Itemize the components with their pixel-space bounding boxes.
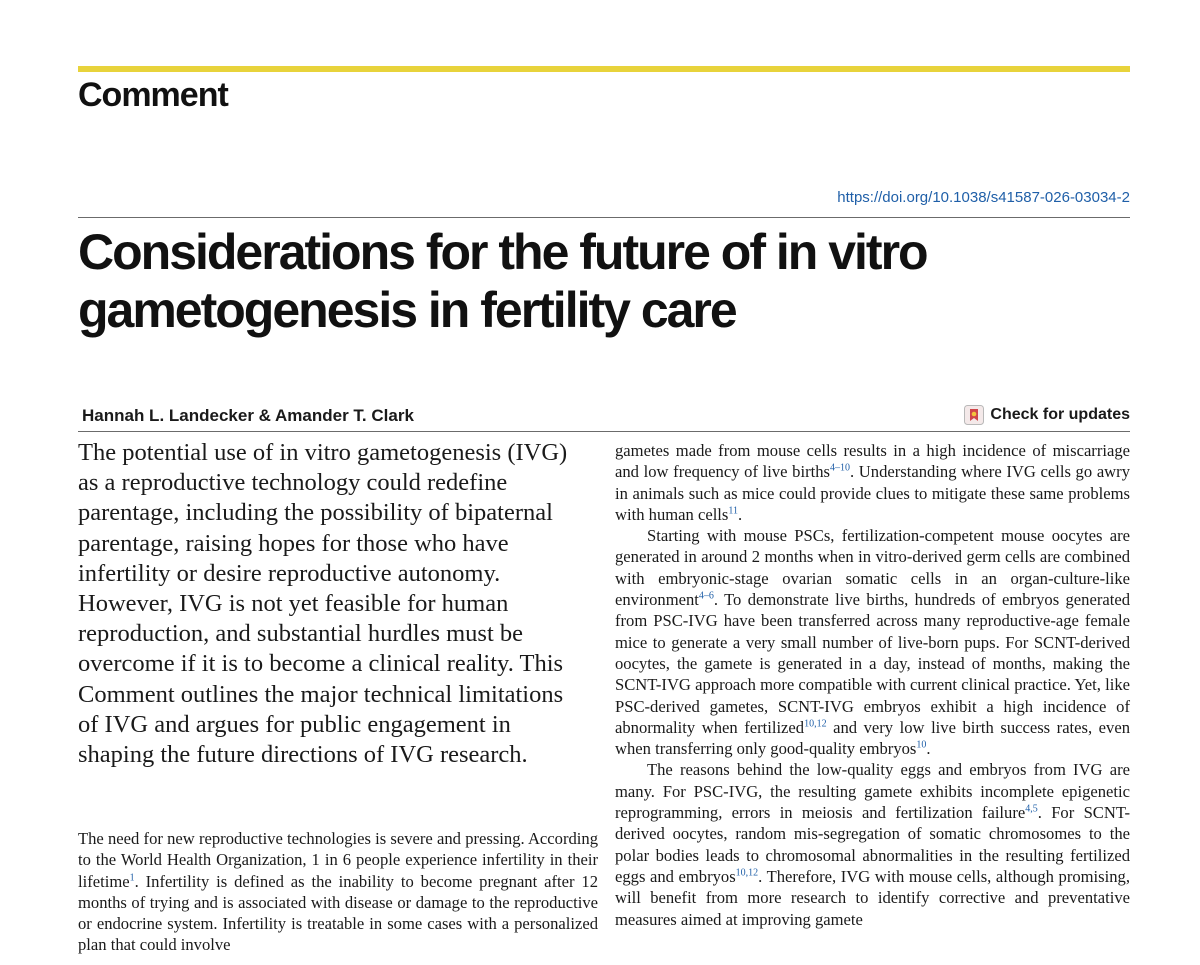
citation-ref[interactable]: 10,12	[735, 867, 759, 879]
citation-ref[interactable]: 10,12	[804, 718, 827, 730]
check-for-updates-button[interactable]	[964, 405, 1130, 425]
body-paragraph-intro: The need for new reproductive technologies is severe and pressing. According to the World Health Organization, 1 in 6 people experience infertility in their lifetime$^1$. Infertility is defined as the inability to become pregnant after 12 months of trying and is associated with disease or damage to the reproductive or endocrine system. Infertility is treatable in some cases with a personalized plan that could involve	[78, 829, 598, 955]
citation-ref[interactable]: 4–10	[829, 462, 850, 474]
article-title: Considerations for the future of in vitro gametogenesis in fertility care	[78, 224, 927, 338]
citation-ref[interactable]: 11	[728, 505, 739, 517]
citation-ref[interactable]: 4,5	[1025, 803, 1038, 815]
check-updates-label: Check for updates	[990, 406, 1130, 423]
section-label: Comment	[78, 76, 228, 114]
section-accent-rule	[78, 66, 1130, 72]
title-divider	[78, 217, 1130, 218]
doi-link[interactable]: https://doi.org/10.1038/s41587-026-03034-2	[837, 189, 1130, 206]
right-column	[615, 440, 1130, 930]
author-divider	[78, 431, 1130, 432]
body-paragraph: The reasons behind the low-quality eggs and embryos from IVG are many. For PSC-IVG, the resulting gamete exhibits incomplete epigenetic reprogramming, errors in meiosis and fertilization failure$^{4,5}$. For SCNT-derived oocytes, random mis-segregation of somatic chromosomes to the polar bodies leads to chromosomal abnormalities in the resulting fertilized eggs and embryos$^{10,12}$. Therefore, IVG with mouse cells, although promising, will benefit from more research to identify corrective and preventative measures aimed at improving gamete	[615, 760, 1130, 929]
citation-ref[interactable]: 10	[916, 739, 927, 751]
body-paragraph: Starting with mouse PSCs, fertilization-competent mouse oocytes are generated in around 2 months when in vitro-derived germ cells are combined with embryonic-stage ovarian somatic cells in an organ-culture-like environment$^{4-6}$. To demonstrate live births, hundreds of embryos generated from PSC-IVG have been transferred across many reproductive-age female mice to generate a very small number of live-born pups. For SCNT-derived oocytes, the gamete is generated in a day, instead of months, making the SCNT-IVG approach more compatible with current clinical practice. Yet, like PSC-derived gametes, SCNT-IVG embryos exhibit a high incidence of abnormality when fertilized$^{10,12}$ and very low live birth success rates, even when transferring only good-quality embryos$^{10}$.	[615, 526, 1130, 759]
body-paragraph: gametes made from mouse cells results in a high incidence of miscarriage and low frequency of live births$^{4-10}$. Understanding where IVG cells go awry in animals such as mice could provide clues to mitigate these same problems with human cells$^{11}$.	[615, 441, 1130, 524]
standfirst: The potential use of in vitro gametogenesis (IVG) as a reproductive technology could redefine parentage, including the possibility of bipaternal parentage, raising hopes for those who have infertility or desire reproductive autonomy. However, IVG is not yet feasible for human reproduction, and substantial hurdles must be overcome if it is to become a clinical reality. This Comment outlines the major technical limitations of IVG and argues for public engagement in shaping the future directions of IVG research.	[78, 439, 568, 769]
check-updates-icon	[964, 405, 984, 425]
author-list: Hannah L. Landecker & Amander T. Clark	[82, 406, 414, 425]
citation-ref[interactable]: 1	[129, 872, 135, 884]
citation-ref[interactable]: 4–6	[698, 590, 714, 602]
